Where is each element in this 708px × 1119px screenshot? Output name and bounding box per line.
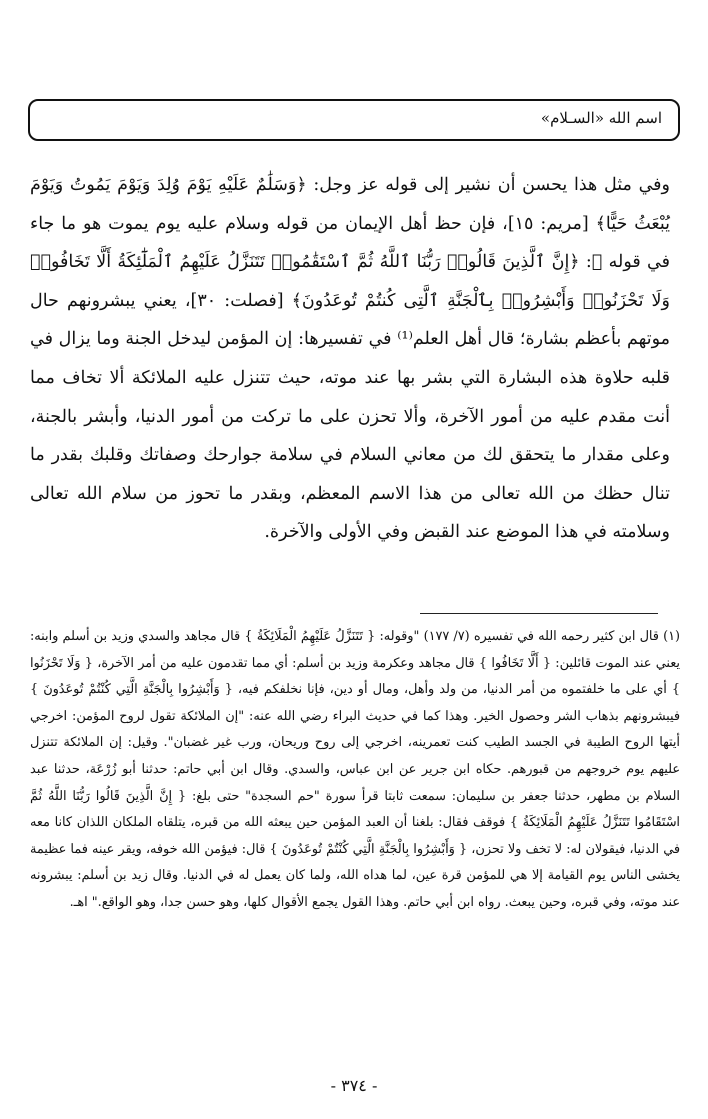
running-header-frame xyxy=(28,99,680,141)
page-number: - ٣٧٤ - xyxy=(330,1076,378,1095)
running-header-title: اسم الله «السـلام» xyxy=(540,109,662,127)
footnote-block xyxy=(30,624,680,917)
footnote-paragraph: (١) قال ابن كثير رحمه الله في تفسيره (٧/ ١٧٧) "وقوله: { تَتَنَزَّلُ عَلَيْهِمُ الْمَلَائِكَةُ } قال مجاهد والسدي وزيد بن أسلم وابنه: يعني عند الموت قائلين: { أَلَّا تَخَافُوا } قال مجاهد وعكرمة وزيد بن أسلم: أي مما تقدمون عليه من أمر الآخرة، { وَلَا تَحْزَنُوا } أي على ما خلفتموه من أمر الدنيا، من ولد وأهل، ومال أو دين، فإنا نخلفكم فيه، { وَأَبْشِرُوا بِالْجَنَّةِ الَّتِي كُنْتُمْ تُوعَدُونَ } فيبشرونهم بذهاب الشر وحصول الخير. وهذا كما في حديث البراء رضي الله عنه: "إن الملائكة تقول لروح المؤمن: اخرجي أيتها الروح الطيبة في الجسد الطيب كنت تعمرينه، اخرجي إلى روح وريحان، ورب غير غضبان". وقيل: إن الملائكة تتنزل عليهم يوم خروجهم من قبورهم. حكاه ابن جرير عن ابن عباس، والسدي. وقال ابن أبي حاتم: حدثنا أبو زُرْعَة، حدثنا عبد السلام بن مطهر، حدثنا جعفر بن سليمان: سمعت ثابتا قرأ سورة "حم السجدة" حتى بلغ: { إِنَّ الَّذِينَ قَالُوا رَبُّنَا اللَّهُ ثُمَّ اسْتَقَامُوا تَتَنَزَّلُ عَلَيْهِمُ الْمَلَائِكَةُ } فوقف فقال: بلغنا أن العبد المؤمن حين يبعثه الله من قبره، يتلقاه الملكان اللذان كانا معه في الدنيا، فيقولان له: لا تخف ولا تحزن، { وَأَبْشِرُوا بِالْجَنَّةِ الَّتِي كُنْتُمْ تُوعَدُونَ } قال: فيؤمن الله خوفه، ويقر عينه فما عظيمة يخشى الناس يوم القيامة إلا هي للمؤمن قرة عين، لما هداه الله، ولما كان يعمل له في الدنيا. وقال زيد بن أسلم: يبشرونه عند موته، وفي قبره، وحين يبعث. رواه ابن أبي حاتم. وهذا القول يجمع الأقوال كلها، وهو حسن جدا، وهو الواقع." اهـ. xyxy=(30,629,680,910)
body-paragraph: وفي مثل هذا يحسن أن نشير إلى قوله عز وجل: ﴿وَسَلَٰمٌ عَلَيْهِ يَوْمَ وُلِدَ وَيَوْمَ يَمُوتُ وَيَوْمَ يُبْعَثُ حَيًّا﴾ [مريم: ١٥]، فإن حظ أهل الإيمان من قوله وسلام عليه يوم يموت هو ما جاء في قوله ﷺ: ﴿إِنَّ ٱلَّذِينَ قَالُوا۟ رَبُّنَا ٱللَّهُ ثُمَّ ٱسْتَقَٰمُوا۟ تَتَنَزَّلُ عَلَيْهِمُ ٱلْمَلَٰٓئِكَةُ أَلَّا تَخَافُوا۟ وَلَا تَحْزَنُوا۟ وَأَبْشِرُوا۟ بِٱلْجَنَّةِ ٱلَّتِى كُنتُمْ تُوعَدُونَ﴾ [فصلت: ٣٠]، يعني يبشرونهم حال موتهم بأعظم بشارة؛ قال أهل العلم⁽¹⁾ في تفسيرها: إن المؤمن ليدخل الجنة وما يزال في قلبه حلاوة هذه البشارة التي بشر بها عند موته، حيث تتنزل عليه الملائكة ألا تخاف مما أنت مقدم عليه من أمور الآخرة، وألا تحزن على ما تركت من أمور الدنيا، وأبشر بالجنة، وعلى مقدار ما يتحقق لك من معاني السلام في سلامة جوارحك وصفاتك وقلبك بقدر ما تنال حظك من الله تعالى من هذا الاسم المعظم، وبقدر ما تحوز من سلام الله تعالى وسلامته في هذا الموضع عند القبض وفي الأولى والآخرة. xyxy=(30,175,670,543)
main-body-text xyxy=(30,166,670,552)
footnote-separator xyxy=(420,613,658,614)
